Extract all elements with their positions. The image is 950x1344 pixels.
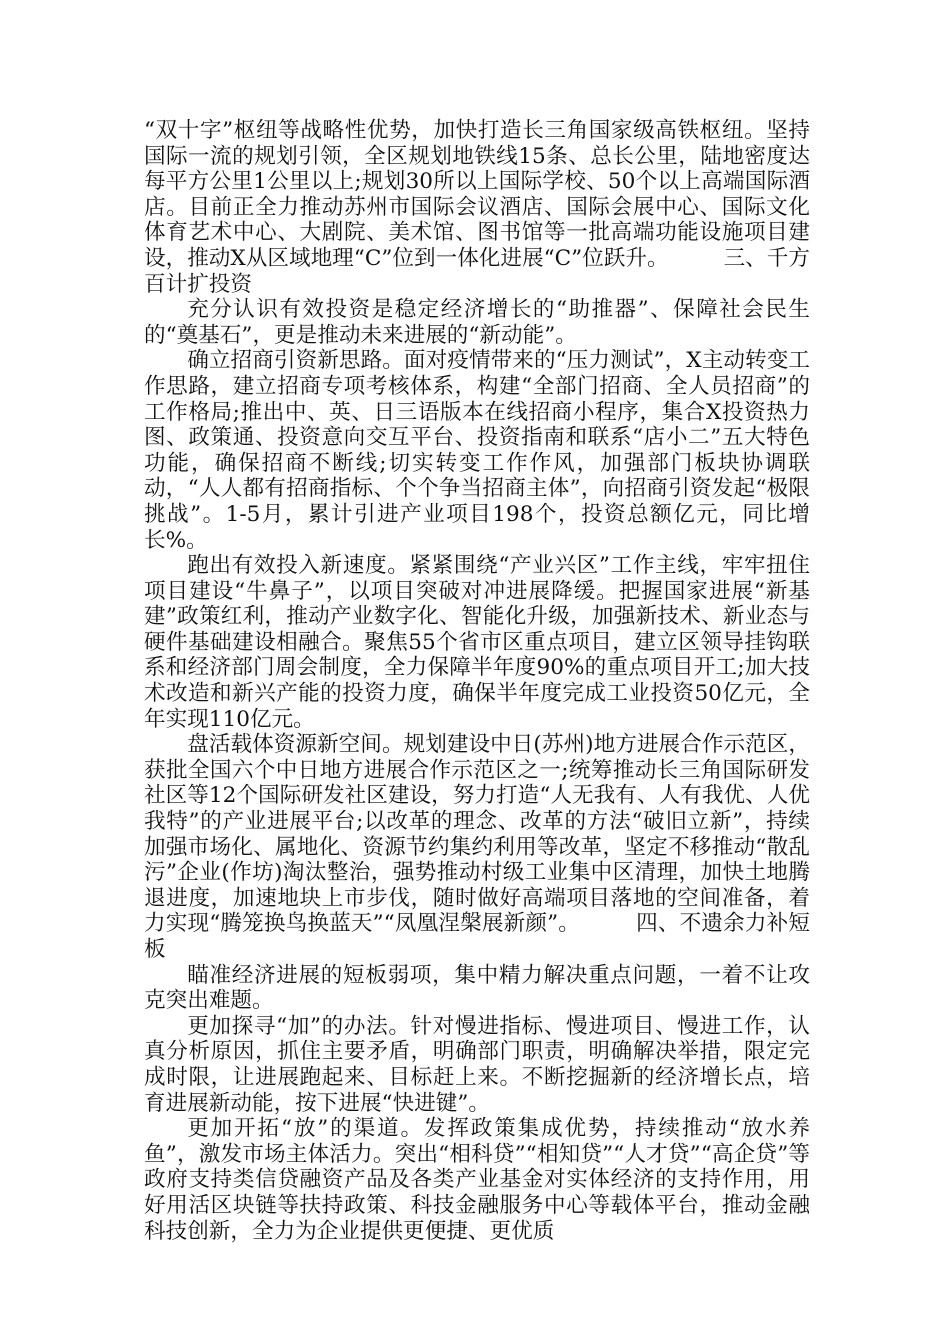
section-heading-expand-investment: 三、千方百计扩投资 bbox=[144, 245, 810, 297]
paragraph-text: 确立招商引资新思路。面对疫情带来的“压力测试”，X主动转变工作思路，建立招商专项考核体系，构建“全部门招商、全人员招商”的工作格局;推出中、英、日三语版本在线招商小程序，集合X投资热力图、政策通、投资意向交互平台、投资指南和联系“店小二”五大特色功能，确保招商不断线;切实转变工作作风，加强部门板块协调联动，“人人都有招商指标、个个争当招商主体”，向招商引资发起“极限挑战”。1-5月，累计引进产业项目198个，投资总额亿元，同比增长%。 bbox=[144, 348, 810, 553]
paragraph-add-methods bbox=[144, 1014, 810, 1116]
paragraph-text: 更加开拓“放”的渠道。发挥政策集成优势，持续推动“放水养鱼”，激发市场主体活力。突出“相科贷”“相知贷”“人才贷”“高企贷”等政府支持类信贷融资产品及各类产业基金对实体经济的支持作用，用好用活区块链等扶持政策、科技金融服务中心等载体平台，推动金融科技创新，全力为企业提供更便捷、更优质 bbox=[144, 1116, 810, 1244]
paragraph-investment-attraction bbox=[144, 348, 810, 553]
paragraph-investment-intro bbox=[144, 297, 810, 348]
paragraph-effective-input bbox=[144, 553, 810, 732]
paragraph-hub-planning bbox=[144, 118, 810, 297]
paragraph-text: 瞄准经济进展的短板弱项，集中精力解决重点问题，一着不让攻克突出难题。 bbox=[144, 962, 810, 1014]
paragraph-text: “双十字”枢纽等战略性优势，加快打造长三角国家级高铁枢纽。坚持国际一流的规划引领，全区规划地铁线15条、总长公里，陆地密度达每平方公里1公里以上;规划30所以上国际学校、50个以上高端国际酒店。目前正全力推动苏州市国际会议酒店、国际会展中心、国际文化体育艺术中心、大剧院、美术馆、图书馆等一批高端功能设施项目建设，推动X从区域地理“C”位到一体化进展“C”位跃升。 bbox=[144, 118, 810, 271]
paragraph-weakness-intro bbox=[144, 963, 810, 1014]
paragraph-carrier-resources bbox=[144, 732, 810, 962]
paragraph-text: 跑出有效投入新速度。紧紧围绕“产业兴区”工作主线，牢牢扭住项目建设“牛鼻子”，以项目突破对冲进展降缓。把握国家进展“新基建”政策红利，推动产业数字化、智能化升级，加强新技术、新业态与硬件基础建设相融合。聚焦55个省市区重点项目，建立区领导挂钩联系和经济部门周会制度，全力保障半年度90%的重点项目开工;加大技术改造和新兴产能的投资力度，确保半年度完成工业投资50亿元，全年实现110亿元。 bbox=[144, 553, 810, 732]
document-body bbox=[144, 118, 810, 1244]
paragraph-text: 充分认识有效投资是稳定经济增长的“助推器”、保障社会民生的“奠基石”，更是推动未来进展的“新动能”。 bbox=[144, 297, 810, 348]
paragraph-text: 盘活载体资源新空间。规划建设中日(苏州)地方进展合作示范区，获批全国六个中日地方进展合作示范区之一;统筹推动长三角国际研发社区等12个国际研发社区建设，努力打造“人无我有、人有我优、人优我特”的产业进展平台;以改革的理念、改革的方法“破旧立新”，持续加强市场化、属地化、资源节约集约利用等改革，坚定不移推动“散乱污”企业(作坊)淘汰整治，强势推动村级工业集中区清理，加快土地腾退进度，加速地块上市步伐，随时做好高端项目落地的空间准备，着力实现“腾笼换鸟换蓝天”“凤凰涅槃展新颜”。 bbox=[144, 732, 810, 937]
paragraph-release-channels bbox=[144, 1116, 810, 1244]
paragraph-text: 更加探寻“加”的办法。针对慢进指标、慢进项目、慢进工作，认真分析原因，抓住主要矛盾，明确部门职责，明确解决举措，限定完成时限，让进展跑起来、目标赶上来。不断挖掘新的经济增长点，培育进展新动能，按下进展“快进键”。 bbox=[144, 1013, 810, 1116]
section-heading-fix-weaknesses: 四、不遗余力补短板 bbox=[144, 911, 810, 962]
